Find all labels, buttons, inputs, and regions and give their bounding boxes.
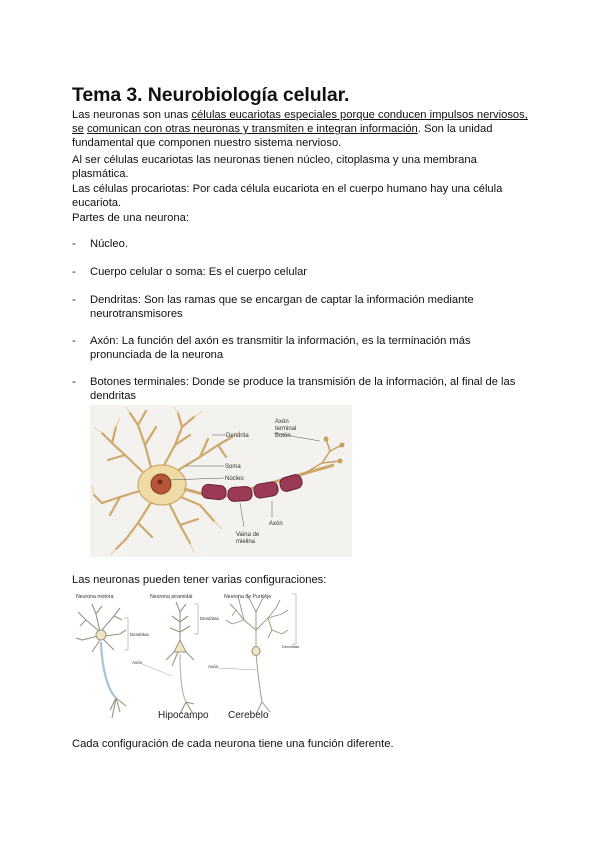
list-bullet: - — [72, 266, 76, 278]
header-neurona-piramidal: Neurona piramidal — [150, 594, 193, 600]
intro-underline-3: comunican con otras neuronas y transmiten e integran información — [86, 123, 418, 136]
header-neurona-purkinje: Neurona de Purkinje — [224, 594, 272, 600]
list-item-botones — [90, 375, 530, 403]
motor-soma — [96, 630, 106, 640]
header-neurona-motora: Neurona motora — [76, 594, 114, 600]
neuron-configurations-figure — [72, 590, 302, 724]
soma-label: Soma — [225, 464, 241, 470]
list-item-axon — [90, 334, 530, 362]
axon-label-motor: Axón — [132, 660, 143, 665]
intro-underline-2: se — [72, 123, 84, 136]
closing-text: Cada configuración de cada neurona tiene una función diferente. — [72, 738, 394, 750]
axon-terminal-label-3: Botón — [275, 433, 291, 439]
list-bullet: - — [72, 335, 76, 347]
nucleo-label: Núcleo — [225, 476, 244, 482]
intro-underline-1: células eucariotas especiales porque conducen impulsos nerviosos, — [191, 109, 528, 121]
paragraph-3-line-1: Las células procariotas: Por cada célula eucariota en el cuerpo humano hay una célula — [72, 183, 503, 195]
page-title: Tema 3. Neurobiología celular. — [72, 84, 350, 106]
configurations-text: Las neuronas pueden tener varias configuraciones: — [72, 574, 327, 586]
list-item-line-2: pronunciada de la neurona — [90, 349, 224, 362]
axon-label-purkinje: Axón — [208, 664, 219, 669]
paragraph-2-line-1: Al ser células eucariotas las neuronas tienen núcleo, citoplasma y una membrana — [72, 154, 477, 166]
dendrita-label: Dendrita — [226, 433, 249, 439]
intro-text-3: fundamental que componen nuestro sistema nervioso. — [72, 137, 342, 150]
list-item-nucleo: Núcleo. — [90, 238, 128, 250]
intro-text: Las neuronas son unas — [72, 109, 192, 121]
list-bullet: - — [72, 294, 76, 306]
intro-paragraph-1 — [72, 108, 532, 151]
vaina-label-2: mielina — [236, 539, 256, 545]
list-item-line-1: Dendritas: Son las ramas que se encargan de captar la información mediante — [90, 294, 474, 306]
list-item-soma: Cuerpo celular o soma: Es el cuerpo celular — [90, 266, 308, 278]
list-item-line-1: Botones terminales: Donde se produce la transmisión de la información, al final de las — [90, 376, 516, 388]
list-item-line-1: Axón: La función del axón es transmitir la información, es la terminación más — [90, 335, 471, 347]
caption-cerebelo: Cerebelo — [228, 710, 269, 721]
intro-text-2: . Son la unidad — [417, 123, 493, 136]
pyramidal-dendritas-label: Dendritas — [200, 616, 219, 621]
caption-hipocampo: Hipocampo — [158, 710, 209, 721]
purkinje-soma — [252, 647, 260, 656]
list-item-line-2: dendritas — [90, 390, 137, 403]
axon-terminal-label-2: terminal — [275, 426, 297, 432]
intro-paragraph-3 — [72, 182, 532, 210]
neuron-anatomy-figure — [90, 405, 352, 557]
nucleolus-shape — [158, 480, 163, 485]
list-bullet: - — [72, 238, 76, 250]
paragraph-3-line-2: eucariota. — [72, 197, 122, 210]
axon-terminal-label-1: Axón — [275, 419, 289, 425]
list-bullet: - — [72, 376, 76, 388]
purkinje-dendritas-label: Dendritas — [282, 644, 300, 649]
axon-label: Axón — [269, 521, 283, 527]
list-item-line-2: neurotransmisores — [90, 308, 183, 321]
vaina-label-1: Vaina de — [236, 532, 260, 538]
motor-dendritas-label: Dendritas — [130, 632, 149, 637]
parts-heading: Partes de una neurona: — [72, 212, 189, 224]
list-item-dendritas — [90, 293, 530, 321]
intro-paragraph-2 — [72, 153, 532, 181]
paragraph-2-line-2: plasmática. — [72, 168, 129, 181]
